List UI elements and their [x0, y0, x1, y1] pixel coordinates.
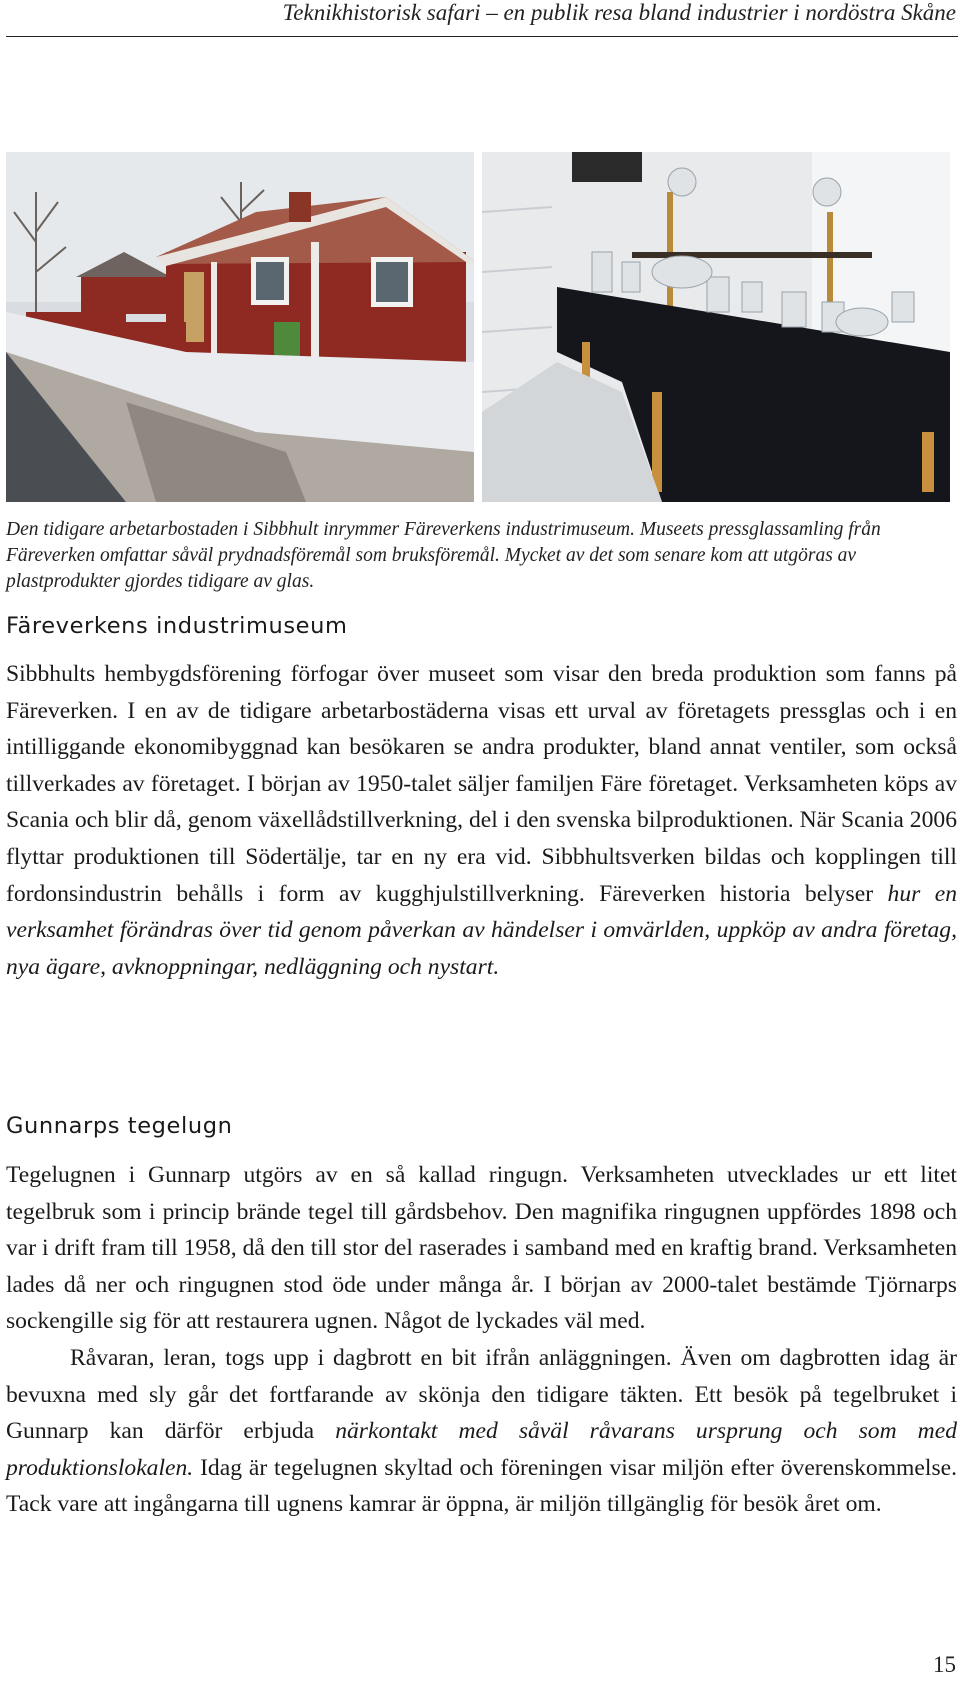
section-body-gunnarp: [6, 1157, 957, 1523]
paragraph-1: Tegelugnen i Gunnarp utgörs av en så kallad ringugn. Verksamheten utvecklades ur ett litet tegelbruk som i princip brände tegel till gårdsbehov. Den magnifika ringugnen uppfördes 1898 och var i drift fram till 1958, då den till stor del raserades i samband med en kraftig brand. Verksamheten lades då ner och ringugnen stod öde under många år. I början av 2000-talet bestämde Tjörnarps sockengille sig för att restaurera ugnen. Något de lyckades väl med.: [6, 1162, 957, 1335]
photo-worker-house: [6, 152, 474, 502]
paragraph-text: Sibbhults hembygdsförening förfogar över museet som visar den breda produktion som fanns på Färeverken. I en av de tidigare arbetarbostäderna visas ett urval av företagets pressglas och i en intilliggande ekonomibyggnad kan besökaren se andra produkter, bland annat ventiler, som också tillverkades av företaget. I början av 1950-talet säljer familjen Färe företaget. Verksamheten köps av Scania och blir då, genom växellådstillverkning, del i den svenska bilproduktionen. När Scania 2006 flyttar produktionen till Södertälje, tar en ny era vid. Sibbhultsverken bildas och kopplingen till fordonsindustrin behålls i form av kugghjulstillverkning. Färeverken historia belyser: [6, 661, 957, 907]
paragraph: [6, 656, 957, 985]
paragraph-2: [6, 1340, 957, 1523]
page-number: 15: [933, 1652, 956, 1677]
paragraph-emphasis: hur en verksamhet förändras över tid genom påverkan av händelser i omvärlden, uppköp av andra företag, nya ägare, avknoppningar, nedläggning och nystart.: [6, 880, 957, 980]
paragraph-text: Idag är tegelugnen skyltad och föreningen visar miljön efter överenskommelse. Tack vare att ingångarna till ugnens kamrar är öppna, är miljön tillgänglig för besök året om.: [6, 1454, 957, 1518]
photo-caption: Den tidigare arbetarbostaden i Sibbhult inrymmer Färeverkens industrimuseum. Museets pressglassamling från Färeverken omfattar såväl prydnadsföremål som bruksföremål. Mycket av det som senare kom att utgöras av plastprodukter gjordes tidigare av glas.: [6, 519, 881, 592]
running-header: [6, 0, 958, 37]
section-body-fareverken: [6, 656, 957, 985]
paragraph-text: Råvaran, leran, togs upp i dagbrott en bit ifrån anläggningen. Även om dagbrotten idag är bevuxna med sly går det fortfarande av skönja den tidigare täkten. Ett besök på tegelbruket i Gunnarp kan därför erbjuda: [6, 1344, 957, 1445]
worker-house-illustration: [6, 152, 474, 502]
running-header-title: Teknikhistorisk safari – en publik resa bland industrier i nordöstra Skåne: [282, 0, 956, 25]
paragraph-emphasis: närkontakt med såväl råvarans ursprung och som med produktionslokalen.: [6, 1418, 957, 1481]
section-heading-fareverken: Färeverkens industrimuseum: [6, 613, 348, 639]
section-heading-gunnarp: Gunnarps tegelugn: [6, 1113, 233, 1139]
photo-pressed-glass: [482, 152, 950, 502]
pressed-glass-illustration: [482, 152, 950, 502]
